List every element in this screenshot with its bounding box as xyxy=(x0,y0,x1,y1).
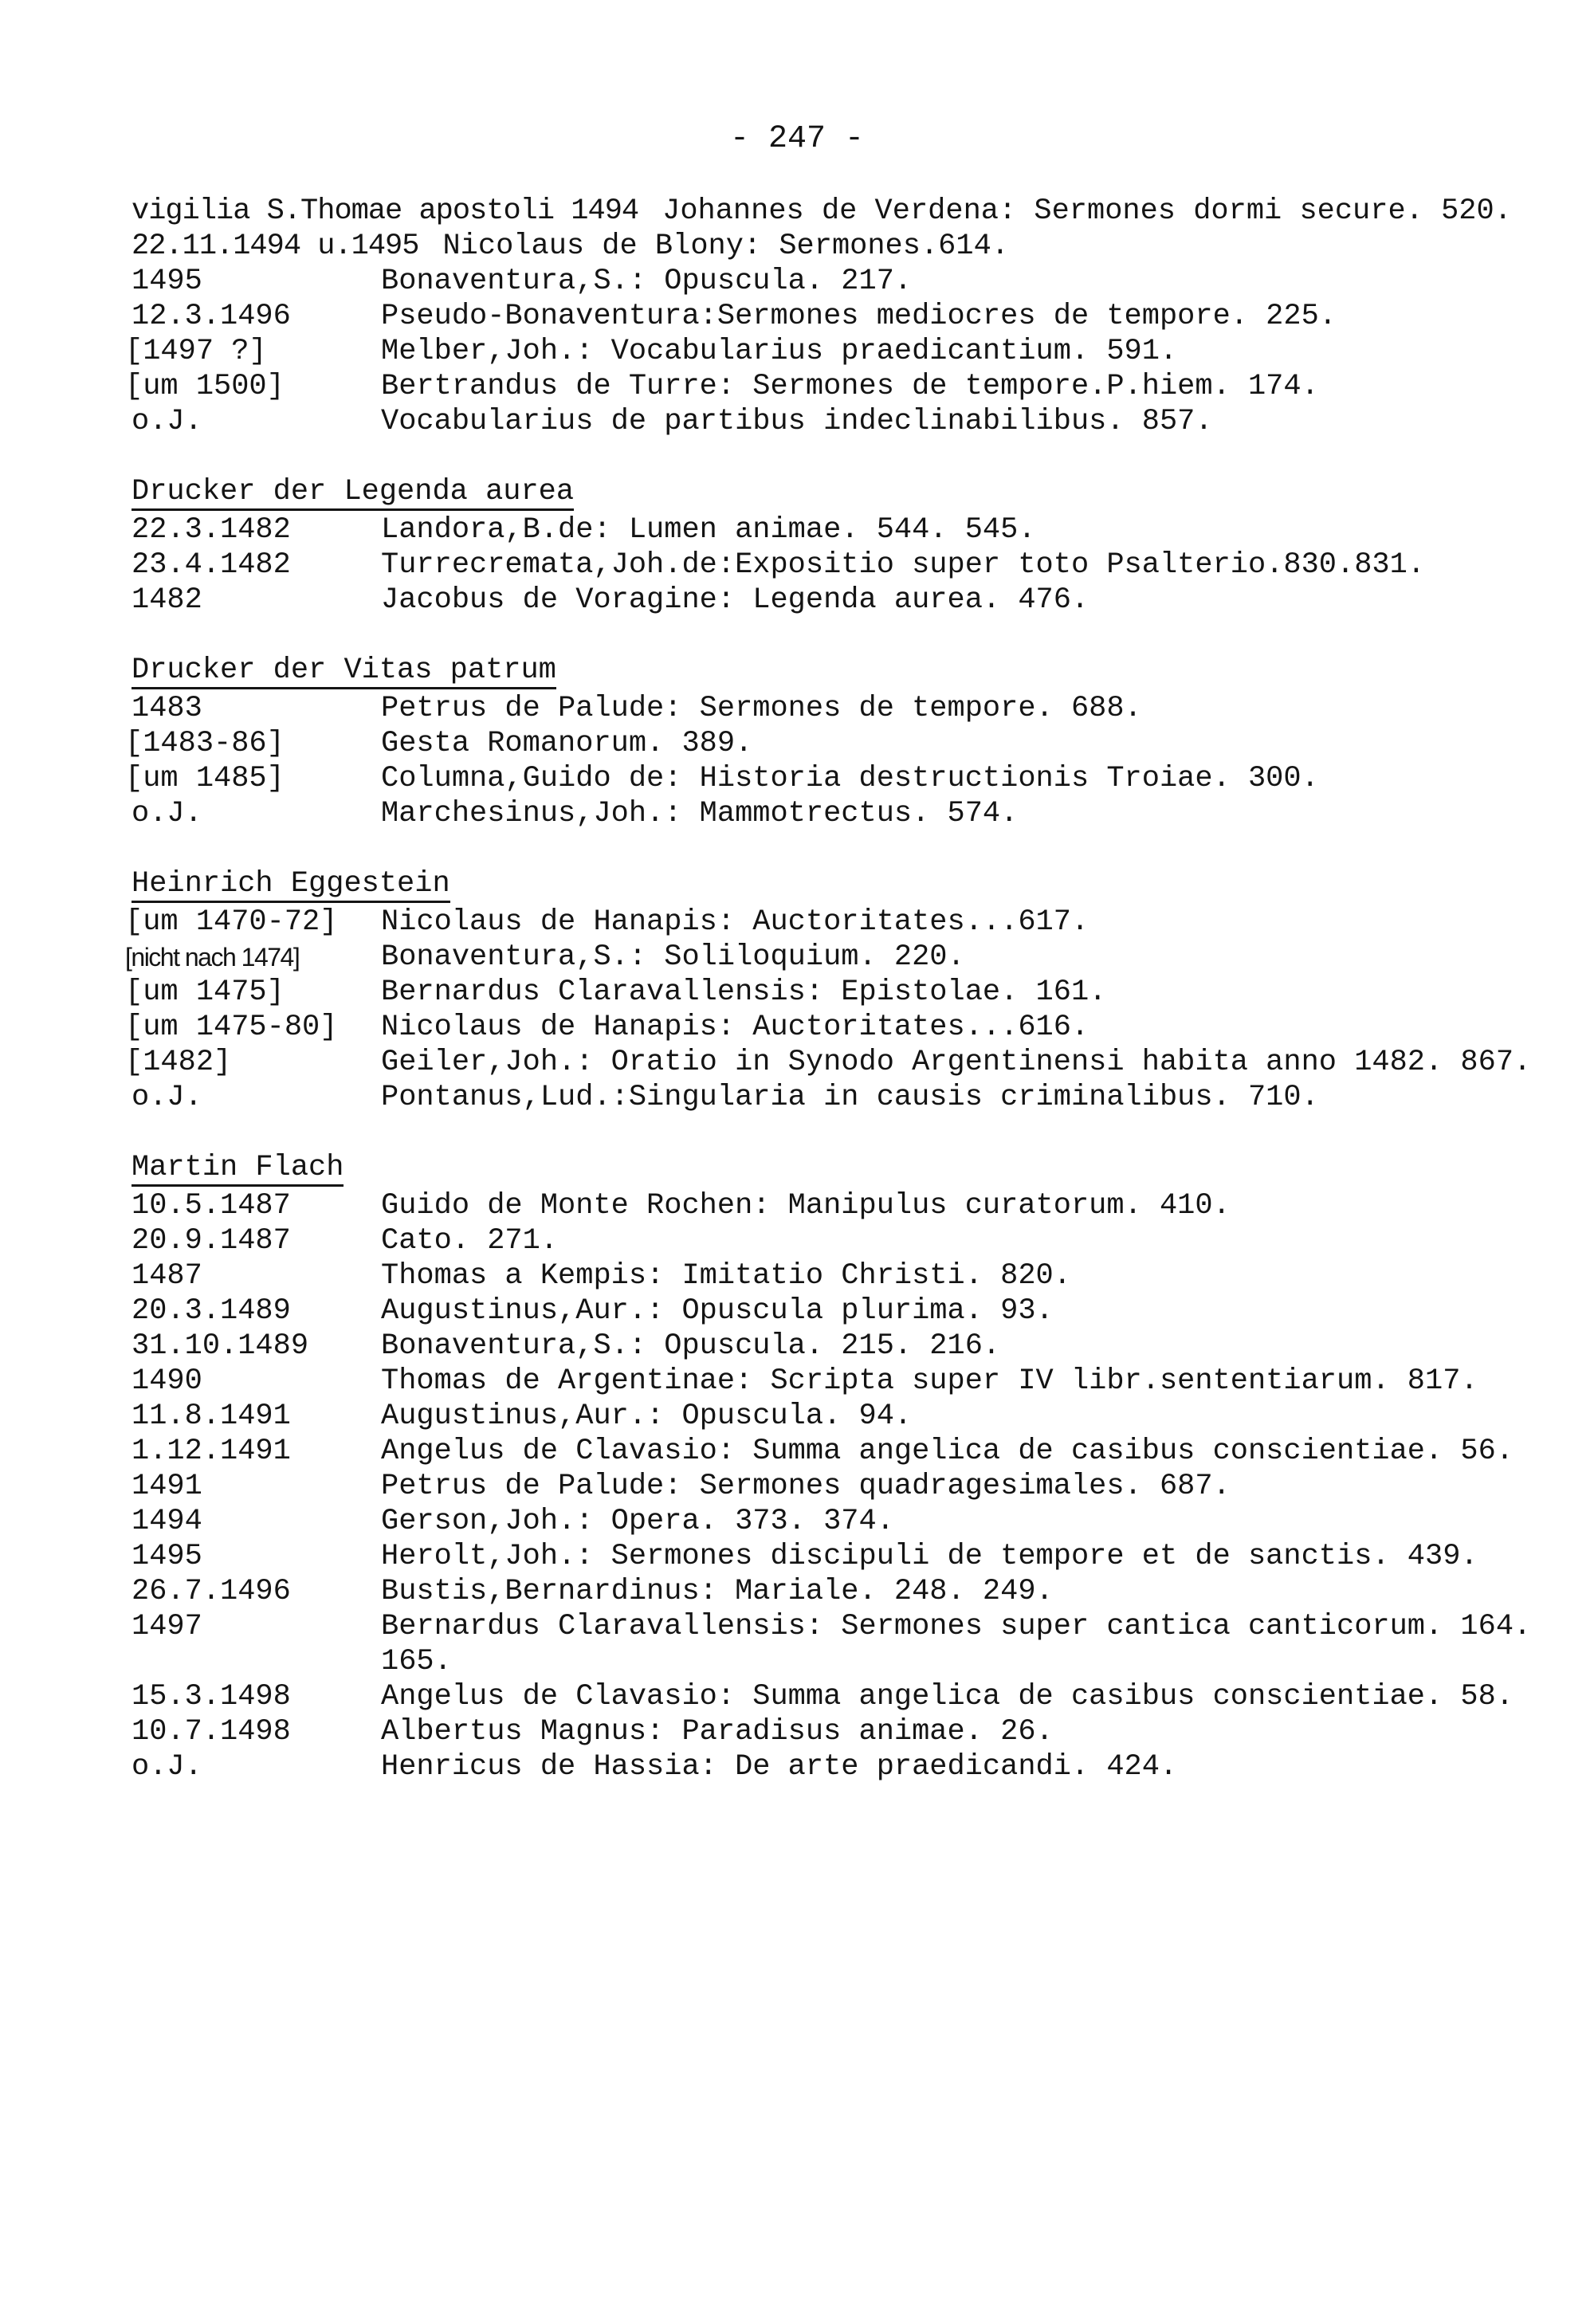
entry-date: 1487 xyxy=(132,1259,202,1293)
entry-text: Petrus de Palude: Sermones de tempore. 688. xyxy=(381,692,1142,725)
catalog-entry xyxy=(132,1223,1566,1258)
entry-date: 15.3.1498 xyxy=(132,1680,291,1714)
catalog-entry xyxy=(125,940,1566,975)
entry-date: 1482 xyxy=(132,583,202,617)
catalog-entry xyxy=(132,1188,1566,1223)
entry-text: Thomas a Kempis: Imitatio Christi. 820. xyxy=(381,1259,1071,1293)
catalog-entry xyxy=(132,1434,1566,1469)
entry-text: Nicolaus de Hanapis: Auctoritates...616. xyxy=(381,1011,1089,1044)
catalog-entry xyxy=(132,691,1566,726)
catalog-entry xyxy=(132,548,1566,583)
entry-text: Nicolaus de Blony: Sermones.614. xyxy=(442,230,1009,263)
entry-date: 10.5.1487 xyxy=(132,1189,291,1223)
printer-heading: Drucker der Vitas patrum xyxy=(132,654,556,689)
entry-date: 11.8.1491 xyxy=(132,1400,291,1433)
entry-text: Albertus Magnus: Paradisus animae. 26. xyxy=(381,1715,1054,1749)
entry-date: 1483 xyxy=(132,692,202,725)
catalog-entry xyxy=(132,1539,1566,1574)
catalog-entry xyxy=(132,1609,1566,1679)
entry-date: 20.9.1487 xyxy=(132,1224,291,1258)
entry-text: Landora,B.de: Lumen animae. 544. 545. xyxy=(381,513,1036,547)
entry-date: 1494 xyxy=(132,1505,202,1538)
entry-date: o.J. xyxy=(132,405,202,438)
entry-date: o.J. xyxy=(132,1750,202,1784)
catalog-entry xyxy=(132,229,1566,264)
catalog-entry xyxy=(132,264,1566,299)
catalog-entry xyxy=(132,1080,1566,1115)
entry-date: 1495 xyxy=(132,1540,202,1573)
entry-date: 31.10.1489 xyxy=(132,1329,309,1363)
entry-text: Melber,Joh.: Vocabularius praedicantium. 591. xyxy=(381,335,1178,368)
catalog-entry xyxy=(125,975,1566,1010)
catalog-entry xyxy=(132,1329,1566,1364)
entry-text: Henricus de Hassia: De arte praedicandi. 424. xyxy=(381,1750,1178,1784)
printer-heading: Martin Flach xyxy=(132,1151,344,1187)
entry-text: Augustinus,Aur.: Opuscula. 94. xyxy=(381,1400,913,1433)
entry-text: Herolt,Joh.: Sermones discipuli de tempore et de sanctis. 439. xyxy=(381,1540,1478,1573)
entry-date: 26.7.1496 xyxy=(132,1575,291,1608)
entry-date: 12.3.1496 xyxy=(132,300,291,333)
catalog-entry xyxy=(132,404,1566,439)
entry-date: [nicht nach 1474] xyxy=(125,943,300,972)
entry-text: Gerson,Joh.: Opera. 373. 374. xyxy=(381,1505,894,1538)
catalog-entry xyxy=(132,1679,1566,1714)
entry-date: 1491 xyxy=(132,1470,202,1503)
entry-date: 23.4.1482 xyxy=(132,548,291,582)
entry-date: [um 1485] xyxy=(125,762,285,795)
catalog-entry xyxy=(132,1574,1566,1609)
catalog-entry xyxy=(125,726,1566,761)
entry-text: Geiler,Joh.: Oratio in Synodo Argentinensi habita anno 1482. 867. xyxy=(381,1046,1532,1079)
entry-date: 22.11.1494 u.1495 xyxy=(132,230,419,263)
catalog-entry xyxy=(132,1749,1566,1784)
entry-text: Gesta Romanorum. 389. xyxy=(381,727,753,760)
entry-date: [1497 ?] xyxy=(125,335,267,368)
catalog-entry xyxy=(132,1469,1566,1504)
bibliography-list xyxy=(125,194,1566,1820)
entry-text: Marchesinus,Joh.: Mammotrectus. 574. xyxy=(381,797,1019,830)
catalog-entry xyxy=(132,1294,1566,1329)
entry-date: 1.12.1491 xyxy=(132,1435,291,1468)
entry-text: Angelus de Clavasio: Summa angelica de casibus conscientiae. 56. xyxy=(381,1435,1514,1468)
entry-date: 20.3.1489 xyxy=(132,1294,291,1328)
catalog-entry xyxy=(125,334,1566,369)
printer-section xyxy=(125,653,1566,831)
catalog-entry xyxy=(125,1045,1566,1080)
entry-text: Augustinus,Aur.: Opuscula plurima. 93. xyxy=(381,1294,1054,1328)
entry-date: vigilia S.Thomae apostoli 1494 xyxy=(132,194,639,228)
printer-section xyxy=(132,1150,1566,1784)
catalog-entry xyxy=(132,299,1566,334)
catalog-entry xyxy=(125,905,1566,940)
catalog-entry xyxy=(132,1258,1566,1294)
entry-text: Bustis,Bernardinus: Mariale. 248. 249. xyxy=(381,1575,1054,1608)
entry-date: [um 1470-72] xyxy=(125,905,338,939)
entry-text: Pseudo-Bonaventura:Sermones mediocres de tempore. 225. xyxy=(381,300,1337,333)
page-number: - 247 - xyxy=(729,121,865,157)
catalog-entry xyxy=(132,796,1566,831)
entry-date: [1482] xyxy=(125,1046,232,1079)
entry-date: 10.7.1498 xyxy=(132,1715,291,1749)
entry-text: Petrus de Palude: Sermones quadragesimales. 687. xyxy=(381,1470,1231,1503)
printer-heading: Heinrich Eggestein xyxy=(132,867,450,903)
entry-text: Bonaventura,S.: Opuscula. 215. 216. xyxy=(381,1329,1001,1363)
entry-text: Nicolaus de Hanapis: Auctoritates...617. xyxy=(381,905,1089,939)
entry-date: [um 1475] xyxy=(125,976,285,1009)
catalog-entry xyxy=(125,761,1566,796)
printer-section xyxy=(125,194,1566,439)
catalog-entry xyxy=(132,1504,1566,1539)
entry-text: Angelus de Clavasio: Summa angelica de casibus conscientiae. 58. xyxy=(381,1680,1514,1714)
entry-date: [um 1500] xyxy=(125,370,285,403)
entry-text: Bertrandus de Turre: Sermones de tempore.P.hiem. 174. xyxy=(381,370,1319,403)
catalog-entry xyxy=(132,512,1566,548)
catalog-entry xyxy=(132,1714,1566,1749)
entry-text: Turrecremata,Joh.de:Expositio super toto Psalterio.830.831. xyxy=(381,548,1426,582)
entry-text: Jacobus de Voragine: Legenda aurea. 476. xyxy=(381,583,1089,617)
entry-date: 1490 xyxy=(132,1364,202,1398)
entry-text: Cato. 271. xyxy=(381,1224,559,1258)
entry-text: Bernardus Claravallensis: Sermones super cantica canticorum. 164. 165. xyxy=(381,1610,1532,1678)
entry-date: o.J. xyxy=(132,797,202,830)
entry-text: Bonaventura,S.: Soliloquium. 220. xyxy=(381,940,965,974)
entry-text: Thomas de Argentinae: Scripta super IV libr.sententiarum. 817. xyxy=(381,1364,1478,1398)
entry-text: Pontanus,Lud.:Singularia in causis criminalibus. 710. xyxy=(381,1081,1319,1114)
entry-date: 1495 xyxy=(132,265,202,298)
entry-text: Johannes de Verdena: Sermones dormi secure. 520. xyxy=(662,194,1512,228)
catalog-entry xyxy=(125,1010,1566,1045)
entry-date: 22.3.1482 xyxy=(132,513,291,547)
catalog-entry xyxy=(125,369,1566,404)
printer-section xyxy=(125,866,1566,1115)
catalog-entry xyxy=(132,583,1566,618)
entry-date: 1497 xyxy=(132,1610,202,1643)
entry-text: Guido de Monte Rochen: Manipulus curatorum. 410. xyxy=(381,1189,1231,1223)
entry-text: Bonaventura,S.: Opuscula. 217. xyxy=(381,265,913,298)
printer-section xyxy=(132,474,1566,618)
catalog-entry xyxy=(132,1399,1566,1434)
catalog-entry xyxy=(132,194,1566,229)
entry-date: [um 1475-80] xyxy=(125,1011,338,1044)
entry-date: [1483-86] xyxy=(125,727,285,760)
entry-date: o.J. xyxy=(132,1081,202,1114)
entry-text: Vocabularius de partibus indeclinabilibus. 857. xyxy=(381,405,1213,438)
catalog-entry xyxy=(132,1364,1566,1399)
printer-heading: Drucker der Legenda aurea xyxy=(132,475,574,511)
entry-text: Columna,Guido de: Historia destructionis Troiae. 300. xyxy=(381,762,1319,795)
entry-text: Bernardus Claravallensis: Epistolae. 161. xyxy=(381,976,1107,1009)
